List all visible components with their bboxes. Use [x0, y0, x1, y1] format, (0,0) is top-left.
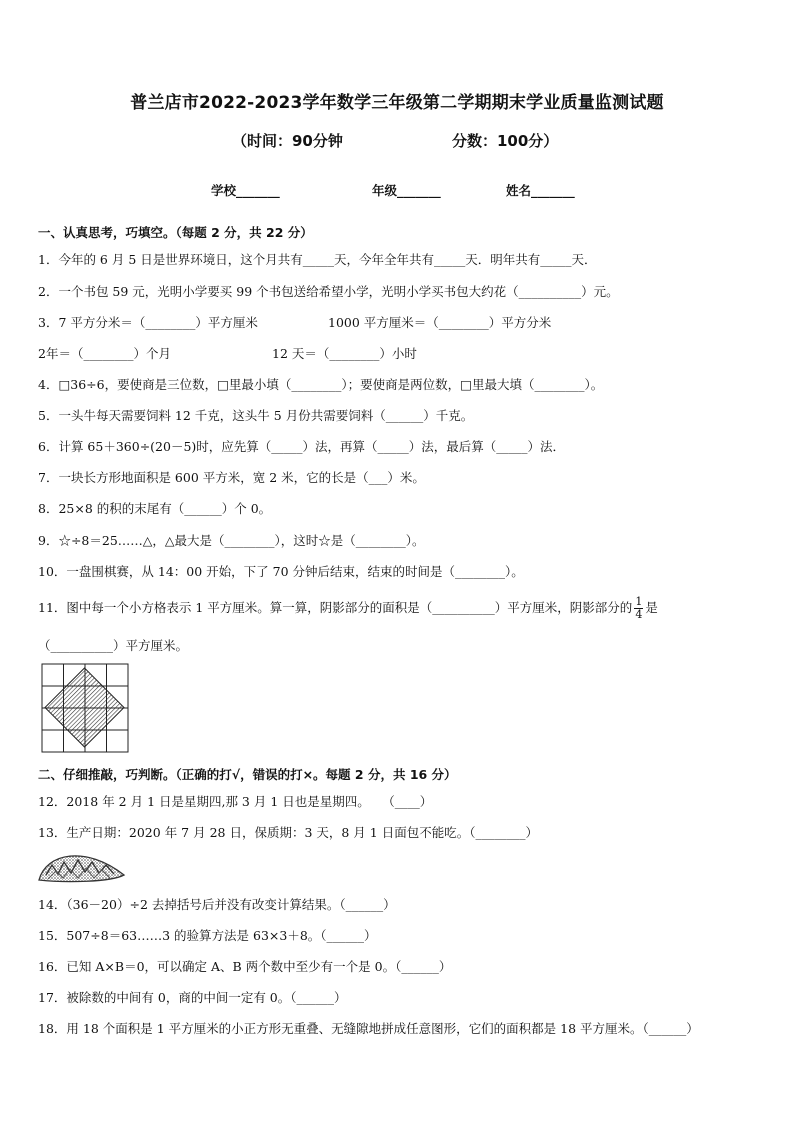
question-6: 6．计算 65＋360÷(20－5)时，应先算（_____）法，再算（_____）法，最后算（_____）法． [38, 439, 566, 454]
question-9: 9．☆÷8＝25……△，△最大是（________），这时☆是（________）。 [38, 533, 425, 548]
exam-time: （时间：90分钟 [232, 132, 343, 150]
page-title: 普兰店市2022-2023学年数学三年级第二学期期末学业质量监测试题 [130, 93, 664, 113]
question-14: 14．（36－20）÷2 去掉括号后并没有改变计算结果。（______） [38, 897, 396, 912]
school-field: 学校_______ [211, 183, 280, 198]
question-17: 17．被除数的中间有 0，商的中间一定有 0。（______） [38, 990, 347, 1005]
question-12: 12．2018 年 2 月 1 日是星期四,那 3 月 1 日也是星期四。 （____） [38, 794, 433, 809]
grid-figure [41, 663, 129, 753]
fraction-denominator: 4 [635, 608, 643, 621]
fraction-numerator: 1 [635, 595, 643, 608]
exam-score: 分数：100分） [452, 132, 559, 150]
question-3a: 3．7 平方分米＝（________）平方厘米 [38, 315, 258, 330]
question-2: 2．一个书包 59 元，光明小学要买 99 个书包送给希望小学，光明小学买书包大约花（__________）元。 [38, 284, 619, 299]
question-11-text: 11．图中每一个小方格表示 1 平方厘米。算一算，阴影部分的面积是（__________）平方厘米，阴影部分的 [38, 600, 633, 615]
section-1-heading: 一、认真思考，巧填空。（每题 2 分，共 22 分） [38, 225, 313, 240]
question-5: 5．一头牛每天需要饲料 12 千克，这头牛 5 月份共需要饲料（______）千克。 [38, 408, 474, 423]
question-1: 1．今年的 6 月 5 日是世界环境日，这个月共有_____天，今年全年共有_____天．明年共有_____天． [38, 252, 597, 267]
section-2-heading: 二、仔细推敲，巧判断。（正确的打√，错误的打×。每题 2 分，共 16 分） [38, 767, 457, 782]
question-3d: 12 天＝（________）小时 [272, 346, 417, 361]
fraction-one-quarter [634, 596, 643, 621]
question-11-continued: （__________）平方厘米。 [38, 638, 189, 653]
question-3b: 1000 平方厘米＝（________）平方分米 [328, 315, 552, 330]
question-11 [38, 596, 658, 621]
question-4: 4．□36÷6，要使商是三位数，□里最小填（________）；要使商是两位数，□里最大填（________）。 [38, 377, 604, 392]
bread-illustration [36, 847, 128, 885]
grade-field: 年级_______ [372, 183, 441, 198]
question-10: 10．一盘围棋赛，从 14：00 开始，下了 70 分钟后结束，结束的时间是（________）。 [38, 564, 524, 579]
question-13: 13．生产日期：2020 年 7 月 28 日，保质期：3 天，8 月 1 日面包不能吃。（________） [38, 825, 538, 840]
question-7: 7．一块长方形地面积是 600 平方米，宽 2 米，它的长是（___）米。 [38, 470, 425, 485]
question-8: 8．25×8 的积的末尾有（______）个 0。 [38, 501, 272, 516]
question-18: 18．用 18 个面积是 1 平方厘米的小正方形无重叠、无缝隙地拼成任意图形，它们的面积都是 18 平方厘米。（______） [38, 1021, 699, 1036]
question-3c: 2年＝（________）个月 [38, 346, 171, 361]
name-field: 姓名_______ [506, 183, 575, 198]
question-11-text-tail: 是 [645, 600, 658, 615]
question-16: 16．已知 A×B＝0，可以确定 A、B 两个数中至少有一个是 0。（______） [38, 959, 452, 974]
question-15: 15．507÷8＝63……3 的验算方法是 63×3＋8。（______） [38, 928, 377, 943]
